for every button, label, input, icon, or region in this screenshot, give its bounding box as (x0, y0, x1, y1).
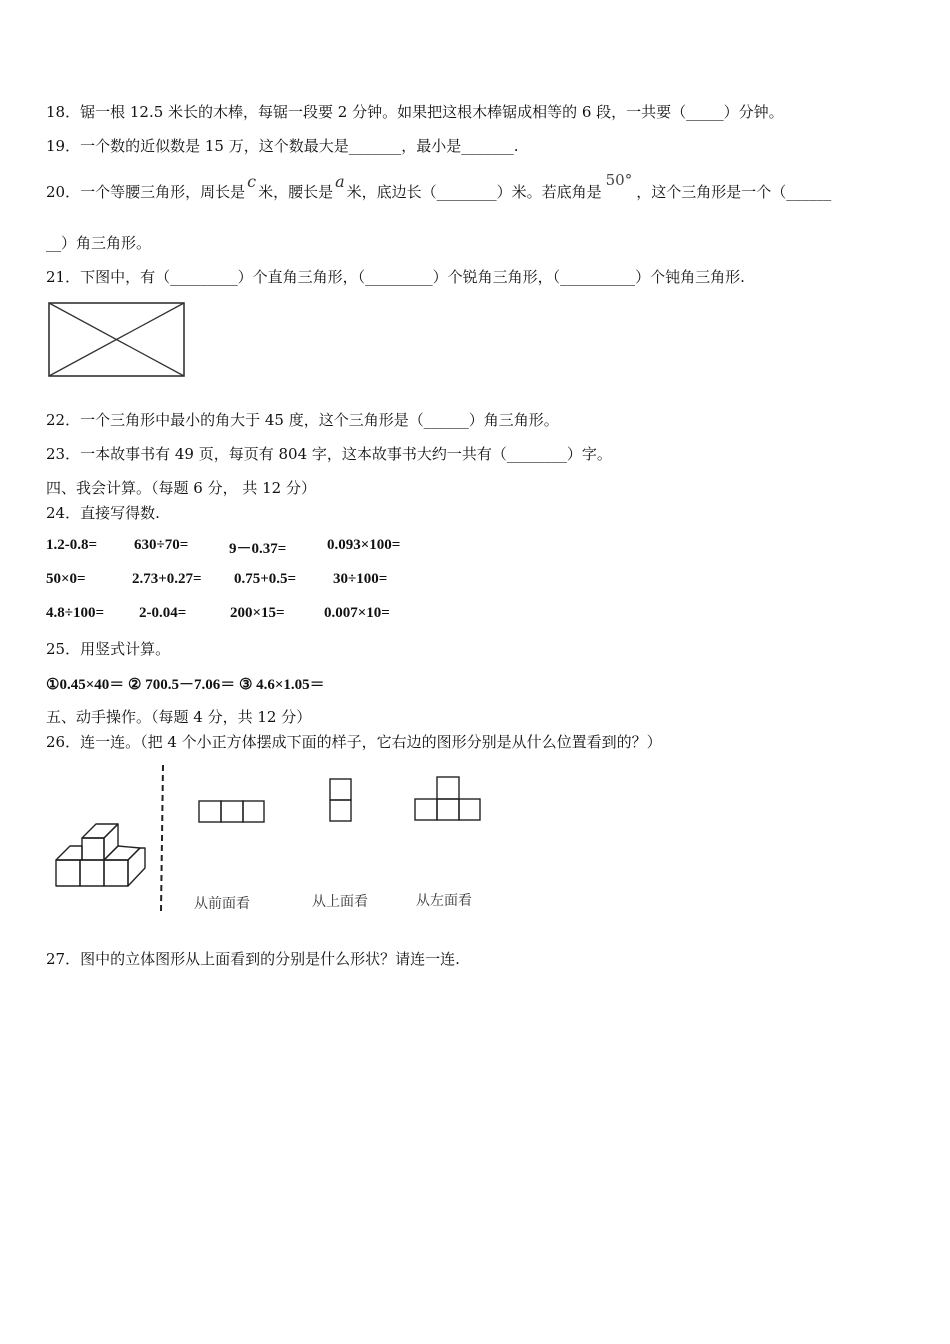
calc-item: 50×0= (46, 571, 86, 587)
question-25: 25．用竖式计算。 (46, 640, 171, 658)
calc-item: 0.75+0.5= (234, 571, 297, 587)
left-view-figure (412, 774, 484, 826)
view-label-front: 从前面看 (194, 896, 250, 912)
calc-item: 0.093×100= (327, 537, 401, 553)
question-26: 26．连一连。（把 4 个小正方体摆成下面的样子，它右边的图形分别是从什么位置看到的？） (46, 733, 662, 751)
leg-variable: a (335, 172, 345, 191)
section-5-heading: 五、动手操作。（每题 4 分，共 12 分） (46, 708, 312, 726)
perimeter-variable: c (247, 172, 257, 191)
calc-item: 30÷100= (333, 571, 388, 587)
question-23: 23．一本故事书有 49 页，每页有 804 字，这本故事书大约一共有（________）字。 (46, 445, 612, 463)
front-view-figure (196, 798, 268, 826)
question-20-part3: 米，底边长（________）米。若底角是 (346, 183, 602, 201)
question-21: 21．下图中，有（_________）个直角三角形，（_________）个锐角三角形，（__________）个钝角三角形. (46, 268, 745, 286)
question-19: 19．一个数的近似数是 15 万，这个数最大是_______，最小是_______. (46, 137, 519, 155)
vertical-calc-items: ①0.45×40＝ ② 700.5－7.06＝ ③ 4.6×1.05＝ (46, 677, 325, 693)
calc-item: 4.8÷100= (46, 605, 105, 621)
base-angle: 50° (605, 171, 633, 189)
calc-item: 9－0.37= (229, 541, 287, 557)
top-view-figure (326, 776, 356, 826)
calc-item: 0.007×10= (324, 605, 390, 621)
question-27: 27．图中的立体图形从上面看到的分别是什么形状？请连一连. (46, 950, 460, 968)
question-20-part2: 米，腰长是 (258, 183, 334, 201)
question-22: 22．一个三角形中最小的角大于 45 度，这个三角形是（______）角三角形。 (46, 411, 559, 429)
question-20-part4: ，这个三角形是一个（______ (636, 183, 832, 201)
question-20-continued: __）角三角形。 (46, 234, 152, 252)
question-20 (46, 171, 832, 202)
rectangle-with-diagonals-figure (46, 300, 188, 380)
calc-item: 1.2-0.8= (46, 537, 98, 553)
question-24: 24．直接写得数. (46, 504, 160, 522)
section-4-heading: 四、我会计算。（每题 6 分， 共 12 分） (46, 479, 316, 497)
question-18: 18．锯一根 12.5 米长的木棒，每锯一段要 2 分钟。如果把这根木棒锯成相等的 6 段，一共要（_____）分钟。 (46, 103, 784, 121)
dashed-divider (158, 765, 168, 915)
view-label-left: 从左面看 (416, 893, 472, 909)
view-label-top: 从上面看 (312, 894, 368, 910)
calc-item: 200×15= (230, 605, 285, 621)
calc-item: 2-0.04= (139, 605, 187, 621)
calc-item: 2.73+0.27= (132, 571, 202, 587)
calc-item: 630÷70= (134, 537, 189, 553)
question-20-part1: 20．一个等腰三角形，周长是 (46, 183, 246, 201)
cube-stack-figure (50, 820, 150, 896)
